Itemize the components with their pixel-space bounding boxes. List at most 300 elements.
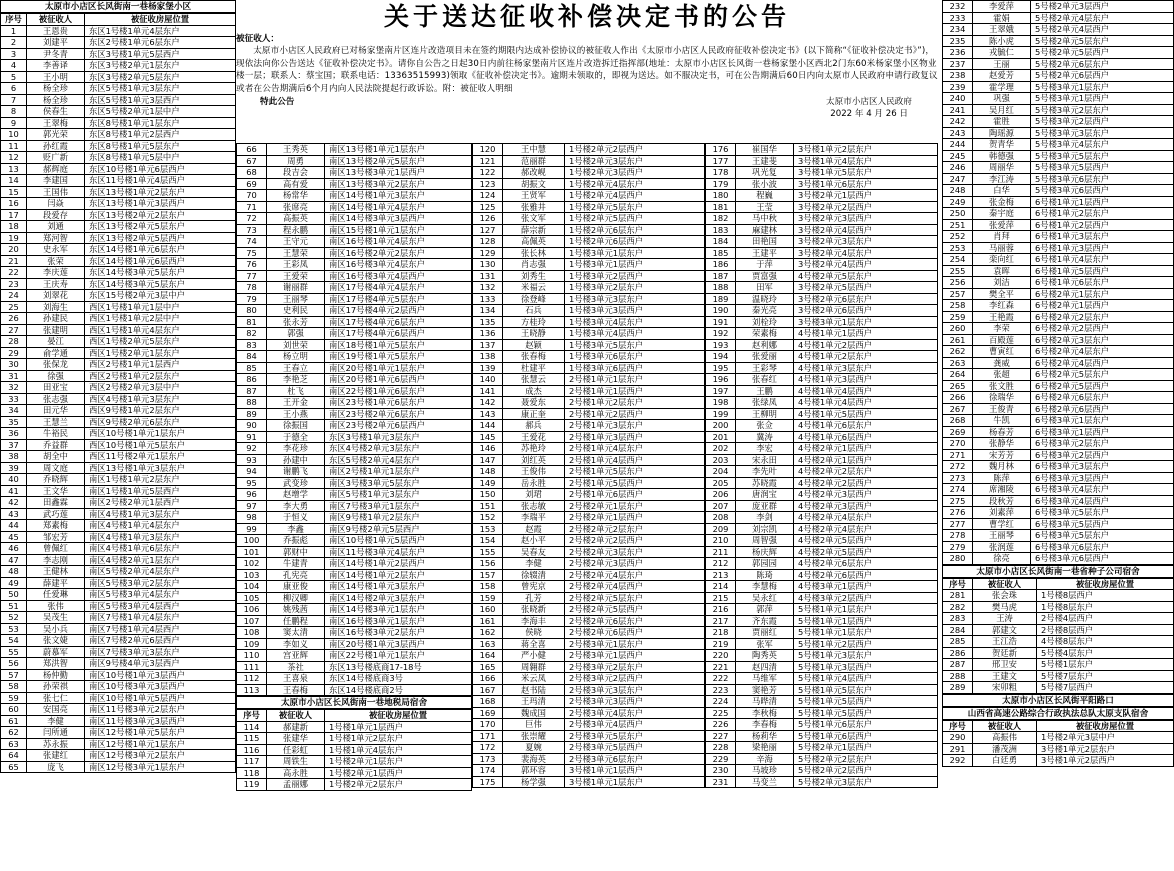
table-row	[943, 472, 1174, 484]
row-address: 南区22号楼1单元1层东户	[325, 650, 472, 662]
row-address: 西区13号楼1单元3层东户	[85, 462, 236, 474]
row-seq: 253	[943, 242, 973, 254]
table-row	[473, 316, 705, 328]
row-name: 吴永红	[736, 592, 794, 604]
notice-special: 特此公告	[260, 97, 295, 108]
row-seq: 79	[237, 293, 267, 305]
row-address: 3号楼1单元1层东户	[565, 776, 705, 788]
table-row	[237, 454, 472, 466]
row-seq: 86	[237, 374, 267, 386]
row-address: 1号楼3单元6层东户	[565, 351, 705, 363]
row-name: 王彩琴	[736, 362, 794, 374]
row-name: 刘通	[27, 221, 85, 233]
notice-org: 太原市小店区人民政府	[826, 97, 912, 108]
row-address: 2号楼3单元5层西户	[565, 742, 705, 754]
row-name: 张伟	[27, 600, 85, 612]
table-row	[473, 466, 705, 478]
row-seq: 102	[237, 558, 267, 570]
notice-text	[236, 33, 938, 143]
row-name: 李鑫	[267, 523, 325, 535]
table-row	[1, 209, 236, 221]
row-seq: 202	[706, 443, 736, 455]
row-name: 王鹏	[736, 385, 794, 397]
row-name: 乔益群	[27, 439, 85, 451]
row-seq: 37	[1, 439, 27, 451]
row-name: 严小健	[503, 650, 565, 662]
row-seq: 31	[1, 370, 27, 382]
table-row	[1, 474, 236, 486]
row-name: 白廷勇	[973, 755, 1037, 767]
row-address: 南区12号楼3单元2层东户	[85, 750, 236, 762]
table-row	[706, 500, 938, 512]
table-row	[943, 659, 1174, 671]
row-name: 马晔清	[736, 696, 794, 708]
row-address: 4号楼2单元1层西户	[794, 454, 938, 466]
row-name: 杨莉华	[736, 730, 794, 742]
row-address: 1号楼1单元1层西户	[325, 721, 472, 733]
row-address: 南区1号楼1单元5层西户	[85, 485, 236, 497]
table-row	[943, 613, 1174, 625]
row-address: 西区1号楼1单元4层东户	[85, 324, 236, 336]
table-row	[1, 750, 236, 762]
row-seq: 55	[1, 646, 27, 658]
row-seq: 257	[943, 288, 973, 300]
row-seq: 190	[706, 305, 736, 317]
row-address: 南区7号楼3单元3层东户	[85, 646, 236, 658]
row-name: 裴海英	[503, 753, 565, 765]
row-address: 5号楼1单元1层东户	[794, 627, 938, 639]
row-name: 张慧云	[503, 374, 565, 386]
row-seq: 276	[943, 507, 973, 519]
table-row	[237, 259, 472, 271]
table-row	[943, 590, 1174, 602]
row-name: 郭环容	[503, 765, 565, 777]
table-row	[1, 48, 236, 60]
row-name: 郝改岘	[503, 167, 565, 179]
row-address: 南区12号楼1单元1层东户	[85, 738, 236, 750]
row-seq: 198	[706, 397, 736, 409]
row-name: 王文华	[27, 485, 85, 497]
row-seq: 177	[706, 155, 736, 167]
row-seq: 64	[1, 750, 27, 762]
row-name: 宋芳芳	[973, 449, 1031, 461]
row-address: 6号楼1单元4层东户	[1031, 254, 1174, 266]
row-seq: 188	[706, 282, 736, 294]
table-row	[473, 293, 705, 305]
row-seq: 90	[237, 420, 267, 432]
row-address: 5号楼2单元6层东户	[1031, 58, 1174, 70]
row-seq: 214	[706, 581, 736, 593]
row-name: 陶秀英	[736, 650, 794, 662]
row-address: 2号楼2单元4层东户	[565, 569, 705, 581]
row-address: 东区1号楼1单元4层东户	[85, 25, 236, 37]
table-row	[1, 416, 236, 428]
row-address: 南区12号楼1单元5层东户	[85, 727, 236, 739]
row-name: 赵小平	[503, 535, 565, 547]
row-address: 东区8号楼1单元2层西户	[85, 129, 236, 141]
row-seq: 146	[473, 443, 503, 455]
table-row	[237, 351, 472, 363]
row-name: 郑河智	[27, 232, 85, 244]
row-address: 南区7号楼2单元6层西户	[85, 635, 236, 647]
row-name: 李荣	[973, 323, 1031, 335]
row-name: 王俊伟	[503, 466, 565, 478]
table-row	[237, 558, 472, 570]
row-name: 梁艳丽	[736, 742, 794, 754]
row-name: 李秋梅	[736, 707, 794, 719]
table-row	[943, 173, 1174, 185]
table-row	[1, 347, 236, 359]
row-name: 霍学理	[973, 81, 1031, 93]
table-row	[706, 581, 938, 593]
row-name: 贺廷新	[973, 647, 1037, 659]
row-name: 赵四清	[736, 661, 794, 673]
row-name: 李海丰	[503, 615, 565, 627]
row-address: 2号楼2单元2层西户	[565, 535, 705, 547]
row-address: 1号楼1单元4层东户	[325, 744, 472, 756]
row-address: 2号楼1单元2层东户	[565, 397, 705, 409]
table-row	[706, 592, 938, 604]
row-seq: 166	[473, 673, 503, 685]
row-address: 5号楼1单元5层西户	[794, 707, 938, 719]
row-name: 蒋全喜	[503, 638, 565, 650]
column-2	[236, 143, 472, 791]
row-seq: 252	[943, 231, 973, 243]
row-seq: 223	[706, 684, 736, 696]
row-name: 庞飞	[27, 761, 85, 773]
row-address: 2号楼3单元4层西户	[565, 719, 705, 731]
row-address: 西区2号楼2单元3层中户	[85, 382, 236, 394]
row-name: 宋卯粗	[973, 682, 1037, 694]
row-seq: 226	[706, 719, 736, 731]
row-seq: 155	[473, 546, 503, 558]
table-row	[237, 569, 472, 581]
row-address: 3号楼2单元4层西户	[794, 259, 938, 271]
table-row	[237, 650, 472, 662]
row-address: 4号楼1单元2层西户	[794, 339, 938, 351]
table-row	[706, 615, 938, 627]
row-seq: 170	[473, 719, 503, 731]
row-address: 2号楼3单元4层东户	[565, 707, 705, 719]
table-row	[706, 316, 938, 328]
row-seq: 61	[1, 715, 27, 727]
row-seq: 108	[237, 627, 267, 639]
row-address: 5号楼2单元3层东户	[794, 776, 938, 788]
row-address: 1号楼3单元2层东户	[565, 282, 705, 294]
row-address: 南区16号楼1单元4层东户	[325, 236, 472, 248]
table-row	[1, 405, 236, 417]
table-row	[706, 293, 938, 305]
table-row	[237, 615, 472, 627]
row-address: 4号楼3单元1层西户	[794, 581, 938, 593]
row-seq: 1	[1, 25, 27, 37]
row-name: 王翠娥	[973, 24, 1031, 36]
row-name: 徐登峰	[503, 293, 565, 305]
row-seq: 19	[1, 232, 27, 244]
table-row	[473, 178, 705, 190]
row-seq: 244	[943, 139, 973, 151]
row-seq: 6	[1, 83, 27, 95]
table-row	[1, 25, 236, 37]
row-name: 杜建平	[503, 362, 565, 374]
row-address: 南区12号楼3单元1层东户	[85, 761, 236, 773]
row-address: 3号楼2单元1层西户	[794, 190, 938, 202]
row-seq: 215	[706, 592, 736, 604]
row-address: 南区14号楼1单元2层东户	[325, 569, 472, 581]
table-row	[1, 255, 236, 267]
table-row	[473, 765, 705, 777]
row-seq: 291	[943, 743, 973, 755]
row-address: 东区14号楼底商3号	[325, 673, 472, 685]
row-name: 张志敏	[503, 500, 565, 512]
row-seq: 3	[1, 48, 27, 60]
row-seq: 151	[473, 500, 503, 512]
row-address: 南区13号楼3单元1层西户	[325, 167, 472, 179]
table-row	[943, 208, 1174, 220]
row-seq: 47	[1, 554, 27, 566]
table-row	[1, 646, 236, 658]
row-address: 5号楼2单元2层西户	[794, 765, 938, 777]
row-seq: 185	[706, 247, 736, 259]
row-address: 东区14号楼1单元6层西户	[85, 255, 236, 267]
row-address: 1号楼2单元1层西户	[325, 767, 472, 779]
row-seq: 30	[1, 359, 27, 371]
row-name: 张佥	[736, 420, 794, 432]
table-row	[237, 374, 472, 386]
row-address: 2号楼3单元3层西户	[565, 696, 705, 708]
row-address: 5号楼1单元3层东户	[794, 650, 938, 662]
table-row	[706, 558, 938, 570]
row-seq: 54	[1, 635, 27, 647]
table-row	[706, 489, 938, 501]
row-address: 3号楼2单元3层西户	[794, 213, 938, 225]
row-seq: 73	[237, 224, 267, 236]
table-row	[943, 104, 1174, 116]
row-name: 贺青华	[973, 139, 1031, 151]
row-address: 东区5号楼2单元1层中户	[85, 106, 236, 118]
row-name: 李健	[503, 558, 565, 570]
row-seq: 128	[473, 236, 503, 248]
row-seq: 192	[706, 328, 736, 340]
table-row	[706, 673, 938, 685]
row-address: 5号楼3单元2层东户	[1031, 104, 1174, 116]
row-seq: 277	[943, 518, 973, 530]
table-row	[237, 500, 472, 512]
table-row	[943, 196, 1174, 208]
row-address: 6号楼3单元3层东户	[1031, 461, 1174, 473]
table-row	[473, 730, 705, 742]
table-row	[1, 612, 236, 624]
row-seq: 80	[237, 305, 267, 317]
table-row	[473, 500, 705, 512]
row-seq: 225	[706, 707, 736, 719]
row-name: 徐瑞华	[973, 392, 1031, 404]
row-name: 贾富强	[736, 270, 794, 282]
row-name: 周铁生	[267, 756, 325, 768]
row-address: 2号楼2单元5层西户	[565, 604, 705, 616]
table-row	[943, 682, 1174, 694]
row-seq: 134	[473, 305, 503, 317]
row-name: 李瑞平	[503, 512, 565, 524]
table-row	[237, 684, 472, 696]
table-header	[1, 14, 236, 26]
row-address: 东区8号楼1单元1层东户	[85, 117, 236, 129]
row-seq: 260	[943, 323, 973, 335]
row-address: 南区5号楼3单元4层东户	[85, 589, 236, 601]
row-seq: 266	[943, 392, 973, 404]
row-address: 6号楼2单元6层西户	[1031, 403, 1174, 415]
table-row	[706, 696, 938, 708]
table-row	[943, 647, 1174, 659]
row-address: 南区16号楼3单元4层西户	[325, 270, 472, 282]
row-name: 王喜泉	[267, 673, 325, 685]
row-seq: 113	[237, 684, 267, 696]
row-seq: 229	[706, 753, 736, 765]
row-name: 贬广新	[27, 152, 85, 164]
row-name: 郭建文	[973, 624, 1037, 636]
table-row	[1, 37, 236, 49]
row-name: 赵颖	[503, 339, 565, 351]
table-row	[473, 397, 705, 409]
row-address: 东区8号楼1单元5层东户	[85, 140, 236, 152]
table-row	[1, 290, 236, 302]
row-name: 樊全平	[973, 288, 1031, 300]
row-seq: 109	[237, 638, 267, 650]
row-name: 王莹	[736, 201, 794, 213]
row-seq: 88	[237, 397, 267, 409]
row-seq: 58	[1, 681, 27, 693]
row-name: 王俊青	[973, 403, 1031, 415]
row-name: 王国伟	[27, 186, 85, 198]
row-address: 3号楼1单元2层西户	[1037, 755, 1174, 767]
table-row	[473, 477, 705, 489]
row-address: 南区14号楼1单元4层东户	[325, 201, 472, 213]
table-row	[706, 201, 938, 213]
row-seq: 36	[1, 428, 27, 440]
row-address: 2号楼3单元3层东户	[565, 684, 705, 696]
row-name: 周勇	[267, 155, 325, 167]
row-seq: 48	[1, 566, 27, 578]
row-seq: 27	[1, 324, 27, 336]
row-name: 成杰	[503, 385, 565, 397]
table-row	[706, 627, 938, 639]
row-address: 东区5号楼2单元4层东户	[325, 454, 472, 466]
table-row	[1, 704, 236, 716]
row-address: 西区2号楼1单元1层西户	[85, 359, 236, 371]
table-row	[473, 592, 705, 604]
household-table	[942, 0, 1174, 565]
row-name: 胡振文	[503, 178, 565, 190]
row-address: 5号楼1单元2层西户	[794, 638, 938, 650]
row-name: 李志刚	[27, 554, 85, 566]
row-name: 赵爱芳	[973, 70, 1031, 82]
row-address: 2号楼2单元1层西户	[565, 512, 705, 524]
row-address: 4号楼1单元3层东户	[794, 362, 938, 374]
row-name: 聂爱东	[503, 397, 565, 409]
row-name: 吴小兵	[27, 623, 85, 635]
row-address: 6号楼3单元4层东户	[1031, 484, 1174, 496]
row-name: 武变珍	[267, 477, 325, 489]
row-address: 西区11号楼2单元1层东户	[85, 451, 236, 463]
row-name: 王玛清	[503, 696, 565, 708]
row-name: 吴茂生	[27, 612, 85, 624]
table-row	[237, 523, 472, 535]
row-seq: 251	[943, 219, 973, 231]
row-name: 霍胜	[973, 116, 1031, 128]
table-row	[1, 382, 236, 394]
row-seq: 213	[706, 569, 736, 581]
row-address: 4号楼2单元5层西户	[794, 546, 938, 558]
row-address: 南区9号楼1单元2层东户	[325, 512, 472, 524]
row-seq: 201	[706, 431, 736, 443]
row-name: 任鹏程	[267, 615, 325, 627]
row-address: 6号楼2单元4层东户	[1031, 346, 1174, 358]
table-row	[943, 601, 1174, 613]
row-seq: 195	[706, 362, 736, 374]
table-row	[237, 661, 472, 673]
table-row	[473, 351, 705, 363]
row-name: 吴月红	[973, 104, 1031, 116]
table-row	[237, 201, 472, 213]
table-row	[943, 47, 1174, 59]
table-row	[1, 267, 236, 279]
row-address: 东区14号楼3单元5层东户	[85, 278, 236, 290]
table-row	[237, 270, 472, 282]
row-seq: 174	[473, 765, 503, 777]
row-seq: 25	[1, 301, 27, 313]
row-seq: 98	[237, 512, 267, 524]
table-row	[943, 242, 1174, 254]
row-address: 南区11号楼3单元4层东户	[325, 546, 472, 558]
table-row	[1, 520, 236, 532]
table-row	[1, 175, 236, 187]
table-row	[1, 359, 236, 371]
table-row	[237, 305, 472, 317]
row-name: 徐亮	[973, 553, 1031, 565]
row-seq: 126	[473, 213, 503, 225]
row-name: 马维军	[736, 673, 794, 685]
row-seq: 173	[473, 753, 503, 765]
row-seq: 122	[473, 167, 503, 179]
table-row	[1, 439, 236, 451]
table-row	[1, 83, 236, 95]
row-address: 东区5号楼1单元3层东户	[85, 83, 236, 95]
table-row	[706, 270, 938, 282]
row-seq: 274	[943, 484, 973, 496]
row-seq: 280	[943, 553, 973, 565]
table-row	[706, 535, 938, 547]
row-seq: 62	[1, 727, 27, 739]
row-name: 苏永振	[27, 738, 85, 750]
row-seq: 232	[943, 1, 973, 13]
row-name: 杨常华	[267, 190, 325, 202]
row-seq: 167	[473, 684, 503, 696]
table-row	[1, 727, 236, 739]
row-seq: 264	[943, 369, 973, 381]
row-name: 薛宗新	[503, 224, 565, 236]
row-seq: 28	[1, 336, 27, 348]
row-name: 赵增学	[267, 489, 325, 501]
row-name: 马变兰	[736, 776, 794, 788]
row-address: 东区13号楼2单元5层东户	[85, 221, 236, 233]
table-row	[473, 328, 705, 340]
row-address: 5号楼2单元4层东户	[1031, 12, 1174, 24]
table-row	[943, 426, 1174, 438]
row-name: 栾向红	[973, 254, 1031, 266]
row-seq: 193	[706, 339, 736, 351]
table-row	[237, 178, 472, 190]
row-address: 南区7号楼1单元4层西户	[85, 623, 236, 635]
